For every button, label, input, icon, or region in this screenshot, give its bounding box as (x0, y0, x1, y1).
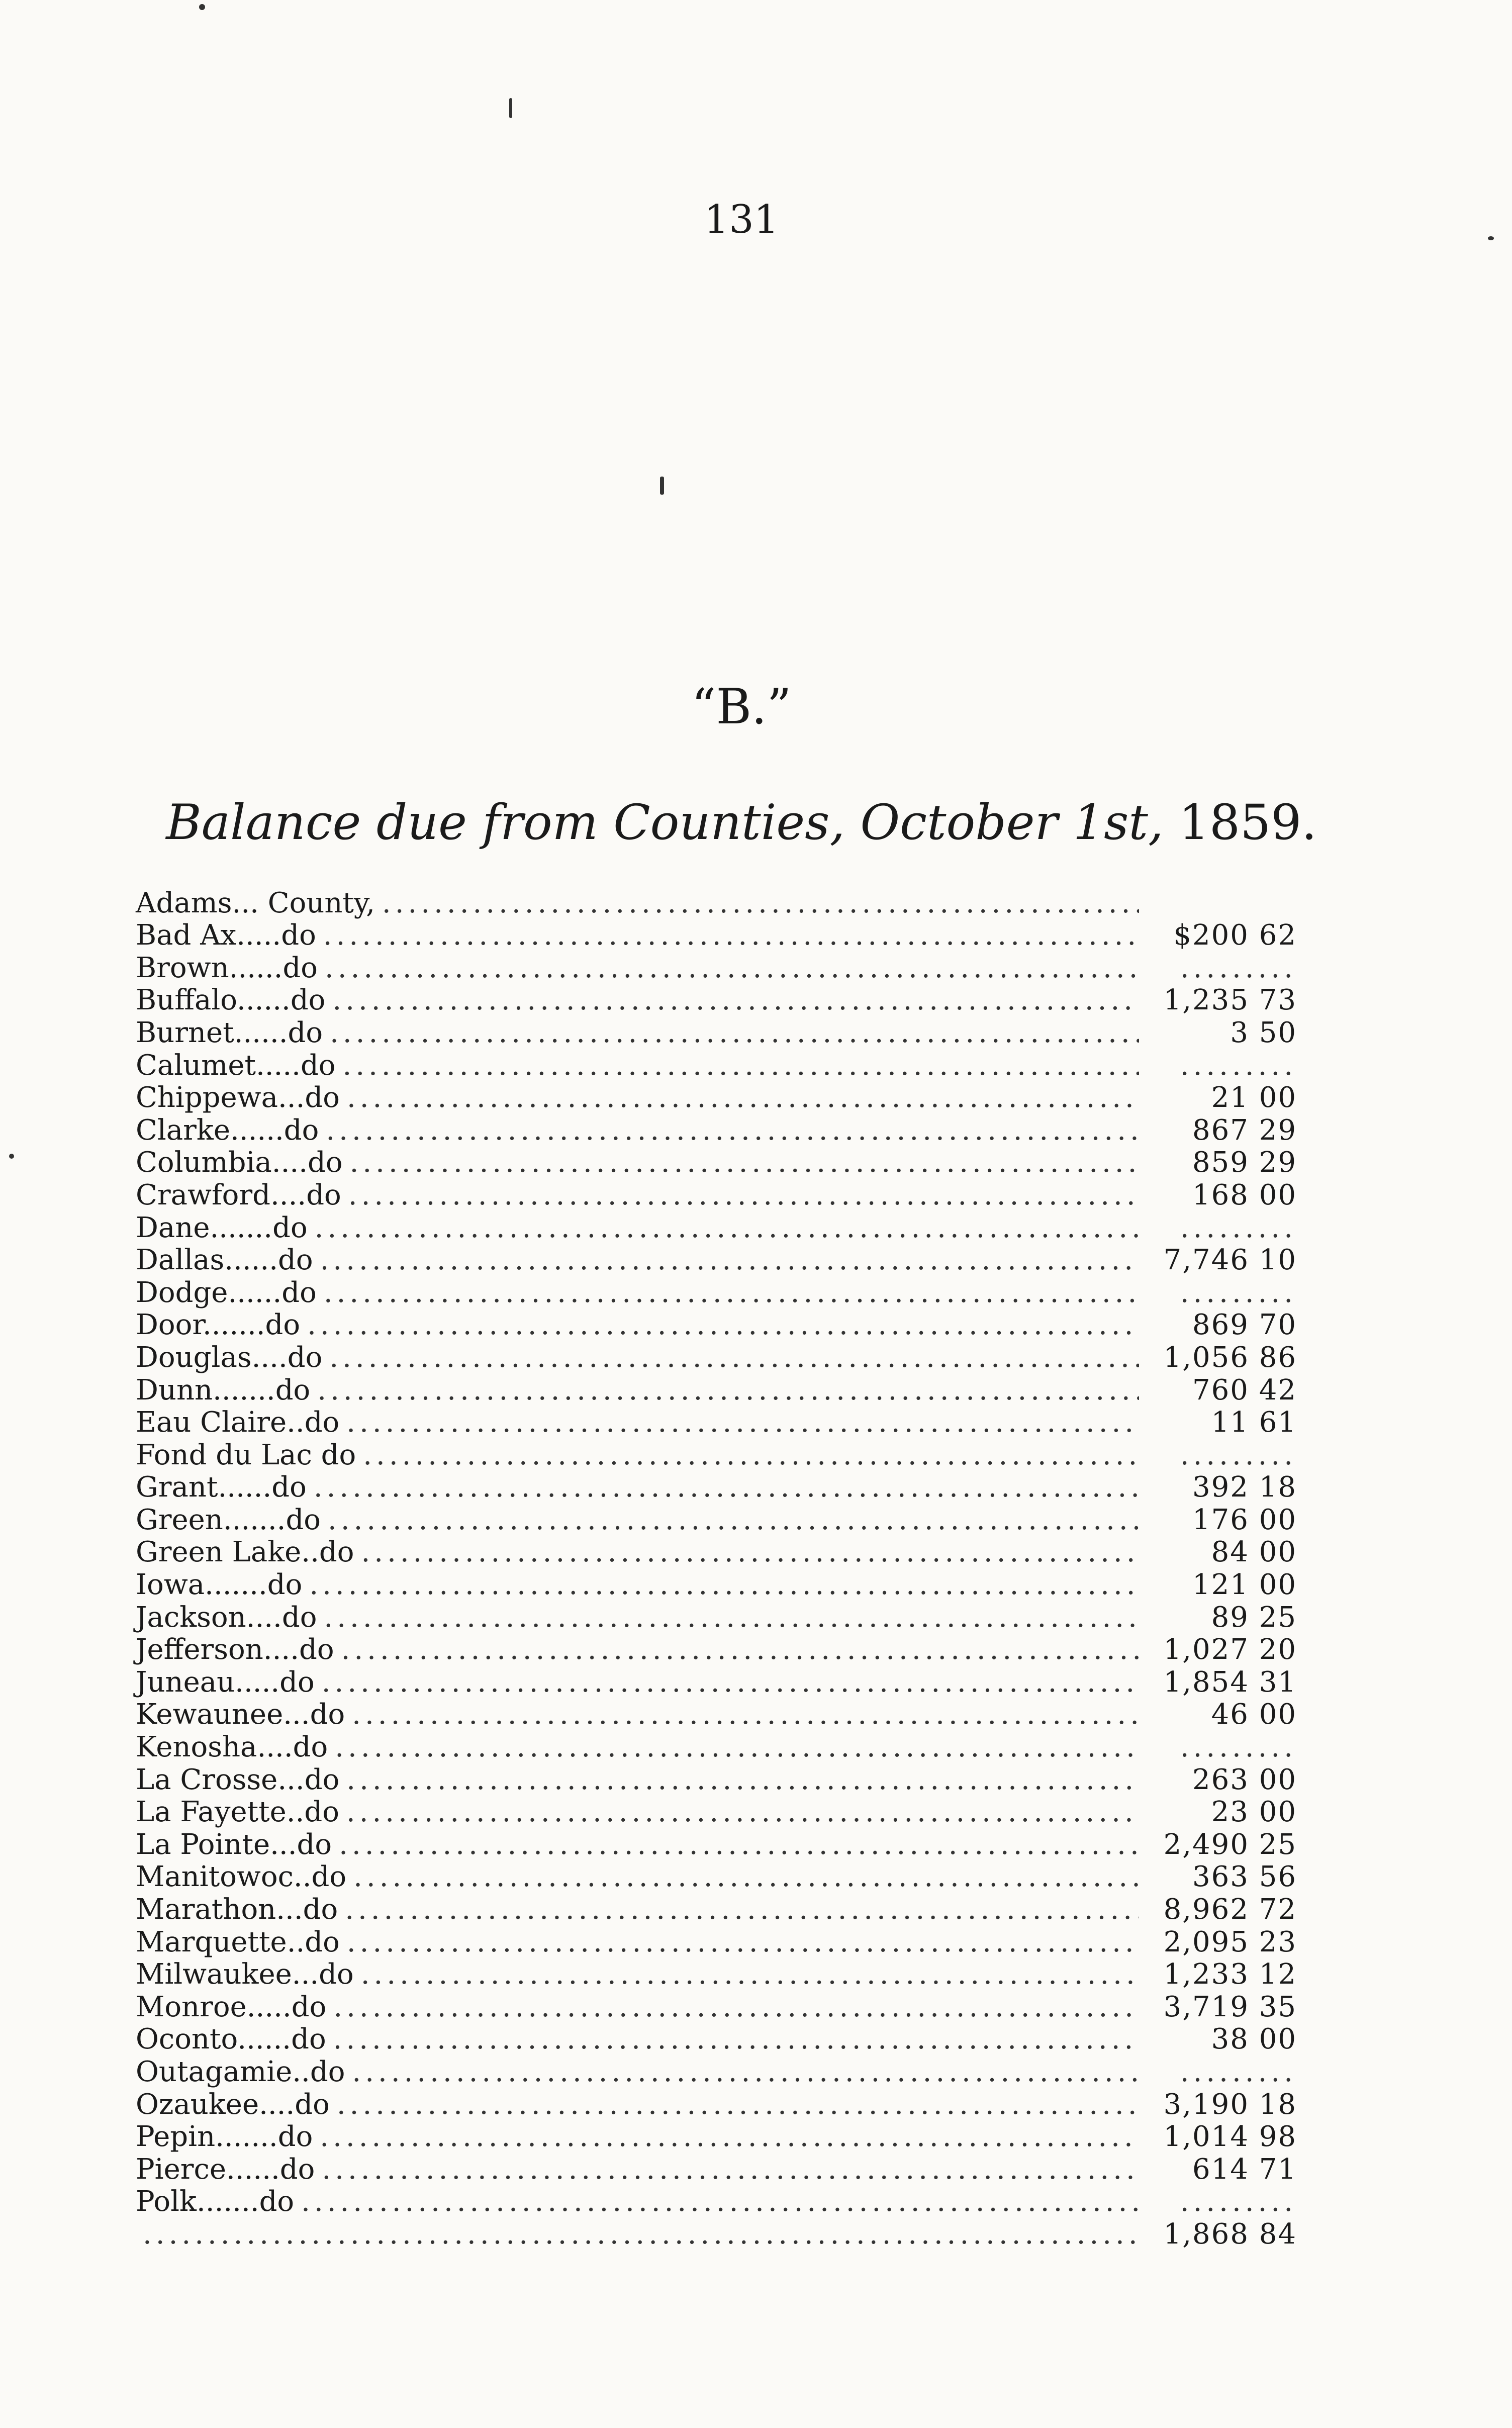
section-heading: “B.” (691, 679, 792, 735)
balance-amount: 614 71 (1192, 2153, 1297, 2186)
table-row (136, 1761, 1297, 1794)
dot-leader (339, 1831, 1139, 1859)
dot-leader (337, 2091, 1139, 2119)
balance-amount: 7,746 10 (1163, 1244, 1297, 1277)
dot-leader (352, 2058, 1139, 2086)
county-label: Fond du Lac do (136, 1438, 356, 1471)
table-row (136, 1405, 1297, 1437)
table-title (0, 794, 1483, 851)
balance-amount: $200 62 (1173, 919, 1297, 952)
table-row (136, 1372, 1297, 1405)
county-label: Douglas....do (136, 1341, 323, 1374)
print-speck (1488, 236, 1494, 240)
balance-amount: 2,490 25 (1163, 1828, 1297, 1861)
table-row (136, 1437, 1297, 1469)
county-label: Marquette..do (136, 1925, 340, 1958)
balance-amount: 168 00 (1192, 1178, 1297, 1211)
balance-amount: 176 00 (1192, 1503, 1297, 1536)
dot-leader (352, 1701, 1139, 1729)
county-label: Kenosha....do (136, 1731, 328, 1764)
table-row (136, 1891, 1297, 1924)
balance-amount: 46 00 (1211, 1698, 1297, 1731)
balance-amount: 1,235 73 (1163, 984, 1297, 1017)
county-label: Ozaukee....do (136, 2088, 330, 2121)
dot-leader (333, 2025, 1139, 2053)
county-label: La Crosse...do (136, 1763, 340, 1796)
balance-amount: 869 70 (1192, 1309, 1297, 1342)
balance-amount: 3,719 35 (1163, 1990, 1297, 2023)
balance-amount: ......... (1180, 1731, 1297, 1764)
table-row (136, 917, 1297, 950)
county-label: Door.......do (136, 1309, 301, 1342)
dot-leader (343, 1052, 1139, 1080)
balance-amount: 1,868 84 (1163, 2217, 1297, 2251)
county-label: Dunn.......do (136, 1373, 311, 1407)
county-label: Dane.......do (136, 1211, 308, 1244)
county-label: Milwaukee...do (136, 1958, 354, 1991)
dot-leader (326, 1116, 1139, 1145)
county-label: Pierce......do (136, 2153, 315, 2186)
county-label: Columbia....do (136, 1146, 343, 1179)
table-row (136, 1632, 1297, 1664)
table-row (136, 1307, 1297, 1340)
table-row (136, 1469, 1297, 1502)
county-label: Jefferson....do (136, 1633, 334, 1666)
balance-amount: 1,027 20 (1163, 1633, 1297, 1666)
dot-leader (330, 1019, 1139, 1047)
balance-amount: ......... (1180, 951, 1297, 984)
table-row (136, 1209, 1297, 1242)
county-label: Manitowoc..do (136, 1860, 347, 1894)
county-label: Polk.......do (136, 2185, 295, 2218)
balance-amount: 23 00 (1211, 1796, 1297, 1829)
table-title-text: Balance due from Counties, October 1st, (166, 794, 1164, 851)
county-label: Bad Ax.....do (136, 919, 316, 952)
county-label: Buffalo......do (136, 984, 326, 1017)
dot-leader (345, 1896, 1139, 1924)
balance-amount: 392 18 (1192, 1471, 1297, 1504)
dot-leader (314, 1473, 1139, 1502)
county-label: Dallas......do (136, 1244, 313, 1277)
county-label: Outagamie..do (136, 2055, 345, 2088)
county-label: Marathon...do (136, 1893, 338, 1926)
dot-leader (346, 1409, 1139, 1437)
table-row (136, 1145, 1297, 1177)
dot-leader (307, 1311, 1139, 1339)
county-label: Oconto......do (136, 2023, 326, 2056)
table-row (136, 1989, 1297, 2021)
dot-leader (323, 921, 1139, 950)
balance-amount: 859 29 (1192, 1146, 1297, 1179)
dot-leader (347, 1928, 1139, 1956)
balance-amount: 1,014 98 (1163, 2120, 1297, 2154)
county-label: Green Lake..do (136, 1536, 354, 1569)
dot-leader (335, 1733, 1139, 1761)
county-label: Chippewa...do (136, 1081, 340, 1114)
print-speck (509, 98, 512, 118)
dot-leader (353, 1863, 1139, 1891)
print-speck (9, 1154, 14, 1159)
dot-leader (346, 1798, 1139, 1826)
county-label: Kewaunee...do (136, 1698, 345, 1731)
table-row (136, 2086, 1297, 2119)
county-label: Clarke......do (136, 1113, 319, 1147)
county-label: La Fayette..do (136, 1796, 339, 1829)
table-row (136, 1956, 1297, 1989)
county-label: Green.......do (136, 1503, 321, 1536)
dot-leader (143, 2220, 1139, 2249)
dot-leader (328, 1506, 1139, 1534)
balance-amount: ......... (1180, 1049, 1297, 1082)
balance-amount: 89 25 (1211, 1601, 1297, 1634)
dot-leader (348, 1181, 1139, 1209)
table-row (136, 1924, 1297, 1956)
balance-amount: 38 00 (1211, 2023, 1297, 2056)
table-row (136, 1339, 1297, 1372)
table-row (136, 1534, 1297, 1567)
county-label: Monroe.....do (136, 1990, 327, 2023)
table-row (136, 885, 1297, 917)
balance-amount: ......... (1180, 1211, 1297, 1244)
table-row (136, 1047, 1297, 1080)
balance-amount: ......... (1180, 1276, 1297, 1309)
county-label: Eau Claire..do (136, 1406, 340, 1439)
table-row (136, 1566, 1297, 1602)
balance-amount: 2,095 23 (1163, 1925, 1297, 1958)
balance-amount: 21 00 (1211, 1081, 1297, 1114)
balance-amount: 760 42 (1192, 1373, 1297, 1407)
dot-leader (324, 1604, 1139, 1632)
county-label: Juneau.....do (136, 1665, 315, 1699)
table-row (136, 1599, 1297, 1632)
table-row (136, 1697, 1297, 1729)
balance-amount: 1,056 86 (1163, 1341, 1297, 1374)
table-row (136, 1112, 1297, 1145)
table-row (136, 1080, 1297, 1112)
page-number: 131 (704, 197, 779, 242)
county-label: Brown......do (136, 951, 318, 984)
dot-leader (346, 1766, 1139, 1794)
balance-amount: 8,962 72 (1163, 1893, 1297, 1926)
table-row (136, 1502, 1297, 1534)
dot-leader (333, 1993, 1139, 2021)
table-row (136, 2151, 1297, 2184)
dot-leader (361, 1960, 1139, 1989)
balance-amount: ......... (1180, 2185, 1297, 2218)
county-label: Adams... County, (136, 886, 375, 919)
table-row (136, 2021, 1297, 2054)
county-label: Iowa.......do (136, 1568, 303, 1602)
dot-leader (315, 1214, 1139, 1242)
balance-amount: 3,190 18 (1163, 2088, 1297, 2121)
balance-amount: 121 00 (1192, 1568, 1297, 1602)
balance-amount: 11 61 (1211, 1406, 1297, 1439)
county-label: Jackson....do (136, 1601, 317, 1634)
table-title-year: 1859. (1178, 794, 1317, 851)
balance-amount: 84 00 (1211, 1536, 1297, 1569)
county-label: Grant......do (136, 1471, 307, 1504)
dot-leader (322, 2156, 1139, 2184)
balance-amount: 3 50 (1230, 1016, 1297, 1049)
balance-amount: ......... (1180, 1438, 1297, 1471)
county-label: La Pointe...do (136, 1828, 332, 1861)
balance-amount: 1,233 12 (1163, 1958, 1297, 1991)
table-row (136, 2216, 1297, 2249)
table-row (136, 1729, 1297, 1764)
dot-leader (329, 1344, 1139, 1372)
table-row (136, 1274, 1297, 1307)
dot-leader (322, 1668, 1139, 1697)
dot-leader (324, 1279, 1139, 1307)
county-label: Pepin.......do (136, 2120, 313, 2154)
dot-leader (317, 1376, 1139, 1405)
table-row (136, 2184, 1297, 2216)
county-label: Burnet......do (136, 1016, 323, 1049)
print-speck (199, 4, 205, 10)
table-row (136, 1794, 1297, 1827)
county-label: Dodge......do (136, 1276, 317, 1309)
dot-leader (341, 1636, 1139, 1664)
balance-amount: ......... (1180, 2055, 1297, 2088)
dot-leader (347, 1084, 1139, 1112)
dot-leader (320, 1246, 1139, 1274)
dot-leader (320, 2123, 1139, 2151)
dot-leader (363, 1441, 1139, 1469)
balance-amount: 263 00 (1192, 1763, 1297, 1796)
dot-leader (325, 954, 1139, 982)
table-row (136, 950, 1297, 982)
balance-amount: 1,854 31 (1163, 1665, 1297, 1699)
county-balance-ledger (136, 885, 1297, 2249)
table-row (136, 1859, 1297, 1892)
table-row (136, 982, 1297, 1015)
dot-leader (382, 889, 1139, 917)
county-label: Calumet.....do (136, 1049, 336, 1082)
balance-amount: 867 29 (1192, 1113, 1297, 1147)
dot-leader (301, 2188, 1139, 2216)
table-row (136, 2053, 1297, 2086)
balance-amount: 363 56 (1192, 1860, 1297, 1894)
dot-leader (350, 1149, 1139, 1177)
table-row (136, 1664, 1297, 1697)
print-speck (660, 477, 664, 495)
dot-leader (309, 1571, 1139, 1599)
county-label: Crawford....do (136, 1178, 341, 1211)
table-row (136, 1826, 1297, 1859)
table-row (136, 1242, 1297, 1275)
dot-leader (332, 986, 1139, 1014)
table-row (136, 1177, 1297, 1209)
table-row (136, 1014, 1297, 1047)
table-row (136, 2119, 1297, 2152)
dot-leader (361, 1538, 1139, 1566)
